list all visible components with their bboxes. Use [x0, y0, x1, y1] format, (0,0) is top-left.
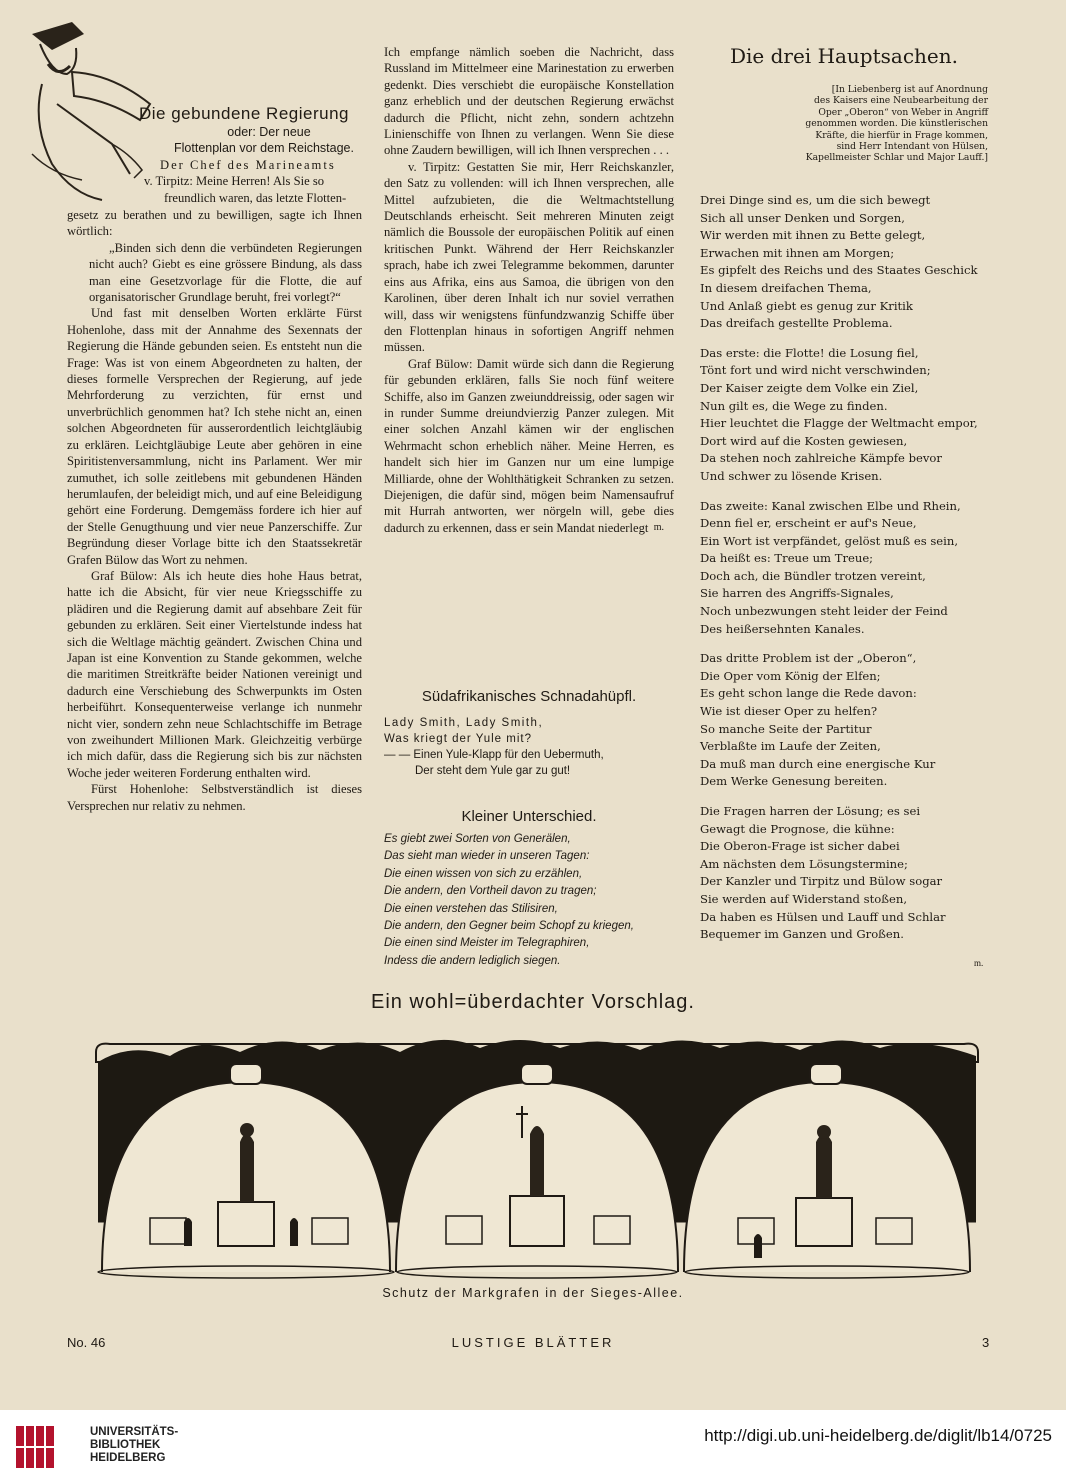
poem-line: Nun gilt es, die Wege zu finden. — [700, 398, 888, 413]
poem-stanza — [700, 192, 990, 333]
editor-note — [760, 84, 988, 164]
poem-line: Das zweite: Kanal zwischen Elbe und Rhein, — [700, 498, 961, 513]
kleiner-section — [384, 808, 674, 970]
paragraph: gesetz zu berathen und zu bewilligen, sagte ich Ihnen wörtlich: — [67, 208, 362, 239]
article-subtitle-2: Flottenplan vor dem Reichstage. — [174, 141, 354, 155]
poem-line: In diesem dreifachen Thema, — [700, 280, 872, 295]
poem-stanza — [700, 345, 990, 486]
column-2-body — [384, 44, 674, 536]
poem-line: Denn fiel er, erscheint er auf's Neue, — [700, 516, 917, 531]
poem-line: Und Anlaß giebt es genug zur Kritik — [700, 298, 913, 313]
poem-line: Die einen verstehen das Stilisiren, — [384, 902, 558, 915]
paragraph: Graf Bülow: Damit würde sich dann die Regierung für gebunden erklären, falls Sie noch fünf weitere Schiffe, also im Ganzen zweiunddreissig, oder sagen wir in runder Summe dreiundvierzig Panzer zulegen. Mit einer solchen Anzahl kämen wir der englischen Wehrmacht schon erheblich näher. Meine Herren, es handelt sich hier im Ganzen nur um eine lumpige Milliarde, ohne der Wohlthätigkeit Schranken zu setzen. Diejenigen, die dafür sind, mögen beim Namensaufruf mit Hurrah antworten, wer nörgeln will, gebe dies dadurch zu erkennen, dass er sein Mandat niederlegt — [384, 356, 674, 535]
footer-masthead: LUSTIGE BLÄTTER — [451, 1335, 615, 1350]
paragraph: Ich empfange nämlich soeben die Nachricht, dass Russland im Mittelmeer eine Marinestation zu erwerben gedenkt. Dies verschiebt die europäische Konstellation ganz erheblich und der deutschen Regierung erwächst dadurch die Pflicht, nicht zehn, sondern achtzehn Linienschiffe von Ihnen zu verlangen. Wenn Sie diese ohne Zaudern bewilligen, will ich Ihnen versprechen . . . — [384, 45, 674, 158]
paragraph: Graf Bülow: Als ich heute dies hohe Haus betrat, hatte ich die Absicht, für vier neue Kriegsschiffe zu plädiren und die Regierung damit auf absehbare Zeit für gebunden zu erklären. Seit einer Viertelstunde indess hat sich die Weltlage mächtig geändert. Zwischen China und Japan ist eine Konvention zu Stande gekommen, welche die maritimen Streitkräfte beider Nationen vereinigt und dadurch eine Verschiebung des Schwerpunkts im Osten herbeiführt. Konsequenterweise verlange ich nunmehr nicht vier, sondern zehn neue Schlachtschiffe im Betrage von zweihundert Millionen Mark. Gleichzeitig verbürge ich mich dafür, dass die Regierung sich bis zur nächsten Woche jeder weiteren Forderung enthalten wird. — [67, 568, 362, 780]
note-line: sind Herr Intendant von Hülsen, — [836, 141, 988, 153]
poem-line: Es giebt zwei Sorten von Generälen, — [384, 833, 571, 845]
article-title: Die gebundene Regierung — [139, 104, 349, 123]
speaker-line-2: v. Tirpitz: Meine Herren! Als Sie so — [144, 174, 325, 189]
poem-line: Gewagt die Prognose, die kühne: — [700, 821, 895, 836]
poem-stanza — [700, 498, 990, 639]
poem-line: Ein Wort ist verpfändet, gelöst muß es sein, — [700, 533, 959, 548]
paragraph: „Binden sich denn die verbündeten Regierungen nicht auch? Giebt es eine grössere Bindung, als dass man eine Gesetzvorlage für die Flotte, die auf organisatorischer Grundlage beruht, frei vorlegt?“ — [89, 240, 362, 305]
poem-line: Dort wird auf die Kosten gewiesen, — [700, 433, 908, 448]
poem-line: Drei Dinge sind es, um die sich bewegt — [700, 193, 931, 207]
library-logo-icon — [12, 1424, 72, 1470]
poem-line: Und schwer zu lösende Krisen. — [700, 468, 883, 483]
poem-line: Dem Werke Genesung bereiten. — [700, 774, 888, 789]
signature: m. — [653, 521, 664, 533]
poem-line: Tönt fort und wird nicht verschwinden; — [700, 363, 931, 378]
cartoon-caption: Schutz der Markgrafen in der Sieges-Allee. — [382, 1286, 684, 1300]
poem-line: Am nächsten dem Lösungstermine; — [700, 856, 908, 871]
column-1-intro — [124, 157, 362, 206]
note-line: [In Liebenberg ist auf Anordnung — [831, 84, 988, 95]
article-subtitle-1: oder: Der neue — [227, 125, 311, 139]
poem-line: Erwachen mit ihnen am Morgen; — [700, 245, 895, 260]
poem-line: Indess die andern lediglich siegen. — [384, 954, 561, 967]
kleiner-title: Kleiner Unterschied. — [461, 808, 597, 825]
poem-line: Der steht dem Yule gar zu gut! — [415, 765, 571, 777]
poem-line: Das erste: die Flotte! die Losung fiel, — [700, 345, 919, 360]
column-3-poem — [700, 192, 990, 956]
poem-line: Die Fragen harren der Lösung; es sei — [700, 804, 921, 818]
poem-line: So manche Seite der Partitur — [700, 721, 872, 736]
footer-issue: No. 46 — [67, 1335, 106, 1350]
paragraph: v. Tirpitz: Gestatten Sie mir, Herr Reichskanzler, den Satz zu vollenden: will ich Ihnen versprechen, alle Mittel aufzubieten, die die Weltmachtstellung Deutschlands erheischt. Seit mehreren Minuten zeigt nämlich die Boussole der europäischen Politik auf einen kritischen Punkt. Während der Herr Reichskanzler sprach, habe ich zwei Telegramme bekommen, darunter eins aus Afrika, eins aus Samoa, die übrigen von den Karolinen, über deren Inhalt ich nur soviel verrathen will, dass wir wenigstens fünfundzwanzig Schiffe über den Flottenplan hinaus in sofortigen Angriff nehmen müssen. — [384, 159, 674, 355]
poem-line: Die einen wissen von sich zu erzählen, — [384, 867, 583, 880]
poem-line: Wie ist dieser Oper zu helfen? — [700, 704, 878, 719]
poem-line: Sie harren des Angriffs-Signales, — [700, 586, 894, 601]
poem-line: Die Oper vom König der Elfen; — [700, 668, 881, 683]
poem-line: Sich all unser Denken und Sorgen, — [700, 210, 905, 225]
poem-line: Verblaßte im Laufe der Zeiten, — [700, 739, 881, 754]
source-url-link[interactable]: http://digi.ub.uni-heidelberg.de/diglit/lb14/0725 — [704, 1426, 1052, 1445]
library-name-line: BIBLIOTHEK — [90, 1439, 161, 1451]
schnada-section — [384, 688, 674, 779]
note-line: Oper „Oberon“ von Weber in Angriff — [818, 106, 988, 118]
paragraph: Fürst Hohenlohe: Selbstverständlich ist dieses Versprechen nur relativ zu nehmen. — [67, 782, 362, 813]
speaker-line-1: Der Chef des Marineamts — [160, 158, 336, 172]
column-1-body — [67, 207, 362, 814]
speaker-line-3: freundlich waren, das letzte Flotten- — [164, 190, 347, 205]
poem-line: Da stehen noch zahlreiche Kämpfe bevor — [700, 451, 942, 466]
cartoon-illustration — [90, 1022, 984, 1284]
poem-line: Noch unbezwungen steht leider der Feind — [700, 604, 948, 619]
library-name-line: UNIVERSITÄTS- — [90, 1426, 179, 1438]
poem-line: Das dreifach gestellte Problema. — [700, 316, 893, 331]
note-line: genommen worden. Die künstlerischen — [805, 118, 988, 130]
poem-line: Bequemer im Ganzen und Großen. — [700, 927, 904, 942]
cartoon-title: Ein wohl=überdachter Vorschlag. — [371, 991, 695, 1013]
poem-line: Hier leuchtet die Flagge der Weltmacht empor, — [700, 416, 978, 431]
poem-line: — — Einen Yule-Klapp für den Uebermuth, — [384, 749, 604, 761]
poem-line: Die einen sind Meister im Telegraphiren, — [384, 937, 590, 950]
poem-line: Es geht schon lange die Rede davon: — [700, 686, 917, 701]
poem-line: Die andern, den Vortheil davon zu tragen; — [384, 885, 597, 898]
poem-line: Das sieht man wieder in unseren Tagen: — [384, 850, 590, 863]
note-line: des Kaisers eine Neubearbeitung der — [814, 95, 988, 107]
note-line: Kapellmeister Schlar und Major Lauff.] — [805, 152, 988, 164]
library-name — [90, 1426, 178, 1465]
footer-page-number: 3 — [982, 1335, 990, 1350]
poem-line: Lady Smith, Lady Smith, — [384, 717, 544, 729]
poem-line: Da heißt es: Treue um Treue; — [700, 551, 874, 566]
poem-line: Des heißersehnten Kanales. — [700, 621, 865, 636]
poem-line: Die Oberon-Frage ist sicher dabei — [700, 839, 900, 854]
poem-line: Es gipfelt des Reichs und des Staates Geschick — [700, 263, 978, 278]
poem-line: Das dritte Problem ist der „Oberon“, — [700, 651, 917, 666]
poem-line: Der Kanzler und Tirpitz und Bülow sogar — [700, 874, 943, 889]
poem-line: Was kriegt der Yule mit? — [384, 733, 532, 745]
schnada-title: Südafrikanisches Schnadahüpfl. — [421, 688, 637, 705]
poem-line: Sie werden auf Widerstand stoßen, — [700, 891, 908, 906]
poem-line: Da haben es Hülsen und Lauff und Schlar — [700, 909, 946, 924]
library-name-line: HEIDELBERG — [90, 1452, 166, 1464]
library-bar — [0, 1410, 1066, 1484]
column-1-heading — [120, 104, 368, 156]
paragraph: Und fast mit denselben Worten erklärte Fürst Hohenlohe, dass mit der Annahme des Sexennats der Regierung die Hände gebunden seien. Es entsteht nun die Frage: Was ist von einem Abgeordneten zu halten, der dieses formelle Versprechen der Regierung, auf jede Mehrforderung zu verzichten, für ernst und unverbrüchlich genommen hat? Ich stehe nicht an, einen solchen Abgeordneten für ausserordentlich leichtgläubig zu erklären. Leichtgläubige Leute aber gehören in eine Spiritistenversammlung, nicht ins Parlament. Wer mir zumuthet, ich solle zeitlebens mit gebundenen Händen herumlaufen, der beleidigt mich, und auf eine Beleidigung gehört eine Forderung. Demgemäss fordere ich hier auf der Stelle Genugthuung und vier neue Panzerschiffe. Zur Begründung dieser Vorlage bitte ich den Staatssekretär Grafen Bülow das Wort zu nehmen. — [67, 306, 362, 567]
poem-line: Doch ach, die Bündler trotzen vereint, — [700, 568, 926, 583]
poem-line: Wir werden mit ihnen zu Bette gelegt, — [700, 228, 926, 243]
poem-stanza — [700, 803, 990, 944]
poem-stanza — [700, 650, 990, 791]
poem-line: Der Kaiser zeigte dem Volke ein Ziel, — [700, 380, 919, 395]
signature: m. — [974, 958, 984, 968]
poem-line: Da muß man durch eine energische Kur — [700, 756, 936, 771]
note-line: Kräfte, die hierfür in Frage kommen, — [815, 129, 988, 141]
column-3-title: Die drei Hauptsachen. — [729, 44, 958, 68]
poem-line: Die andern, den Gegner beim Schopf zu kriegen, — [384, 920, 634, 933]
